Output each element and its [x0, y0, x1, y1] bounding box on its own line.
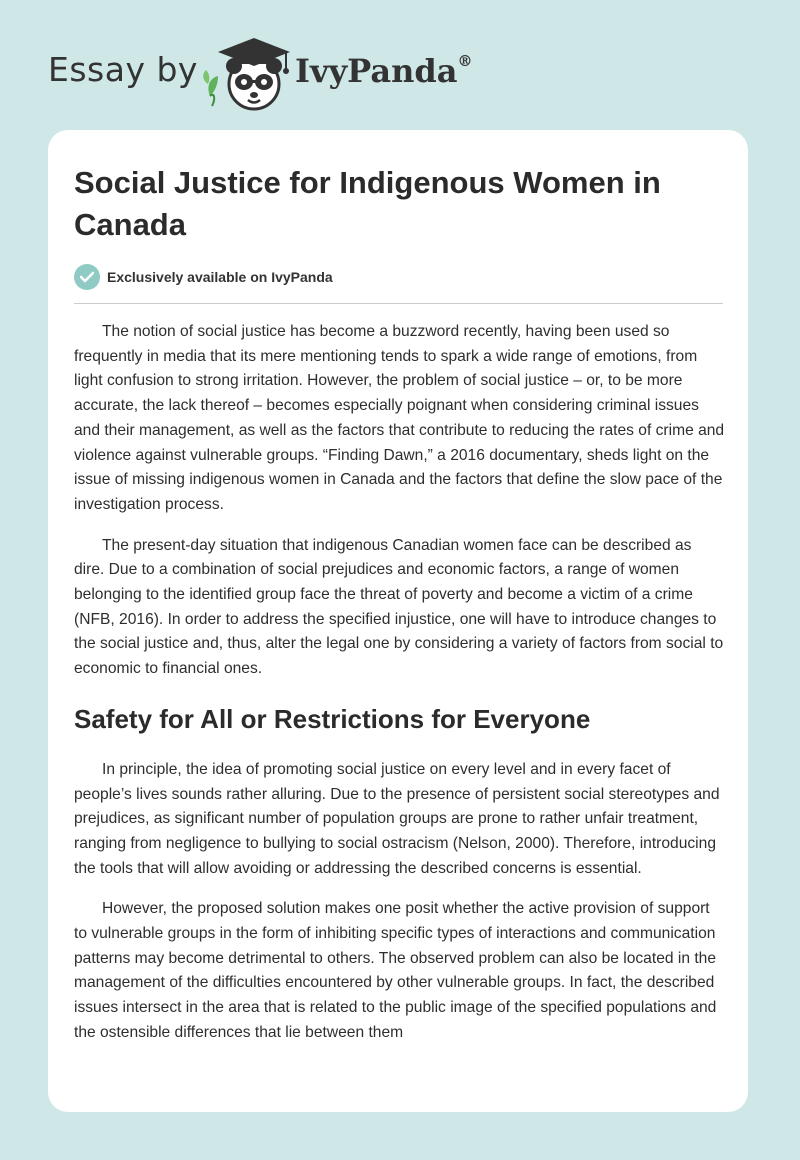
essay-card	[48, 130, 748, 1112]
paragraph-section-2: However, the proposed solution makes one posit whether the active provision of support to vulnerable groups in the form of inhibiting specific types of interactions and communication patterns may become detrimental to others. The observed problem can also be located in the management of the difficulties encountered by other vulnerable groups. In fact, the described issues intersect in the area that is related to the public image of the specified populations and the ostensible differences that lie between them	[74, 900, 717, 1041]
title-divider	[74, 303, 723, 304]
check-icon	[74, 264, 100, 290]
exclusive-badge	[74, 263, 333, 291]
site-header	[0, 0, 800, 130]
page-title: Social Justice for Indigenous Women in Canada	[74, 165, 661, 242]
paragraph-section-1: In principle, the idea of promoting social justice on every level and in every facet of people’s lives sounds rather alluring. Due to the presence of persistent social stereotypes and prejudices, as significant number of population groups are prone to rather unfair treatment, ranging from negligence to bullying to social ostracism (Nelson, 2000). Therefore, introducing the tools that will allow avoiding or addressing the described concerns is essential.	[74, 760, 720, 877]
essay-body	[74, 320, 726, 1062]
section-heading: Safety for All or Restrictions for Everyone	[74, 703, 591, 734]
paragraph-intro-2: The present-day situation that indigenous Canadian women face can be described as dire. Due to a combination of social prejudices and economic factors, a range of women belonging to the identified group face the threat of poverty and become a victim of a crime (NFB, 2016). In order to address the specified injustice, one will have to introduce changes to the social justice and, thus, alter the legal one by considering a variety of factors from social to economic to financial ones.	[74, 536, 724, 678]
registered-mark: ®	[457, 52, 473, 71]
brand-name-text: IvyPanda	[295, 52, 458, 90]
exclusive-badge-label: Exclusively available on IvyPanda	[107, 269, 333, 285]
paragraph-intro-1: The notion of social justice has become a buzzword recently, having been used so frequently in media that its mere mentioning tends to spark a wide range of emotions, from light confusion to strong irritation. However, the problem of social justice – or, to be more accurate, the lack thereof – becomes especially poignant when considering criminal issues and their management, as well as the factors that contribute to reducing the rates of crime and violence against vulnerable groups. “Finding Dawn,” a 2016 documentary, sheds light on the issue of missing indigenous women in Canada and the factors that define the slow pace of the investigation process.	[74, 323, 725, 513]
panda-graduate-icon[interactable]	[202, 36, 294, 112]
brand-name[interactable]	[295, 52, 472, 90]
essay-by-label: Essay by	[48, 50, 198, 89]
